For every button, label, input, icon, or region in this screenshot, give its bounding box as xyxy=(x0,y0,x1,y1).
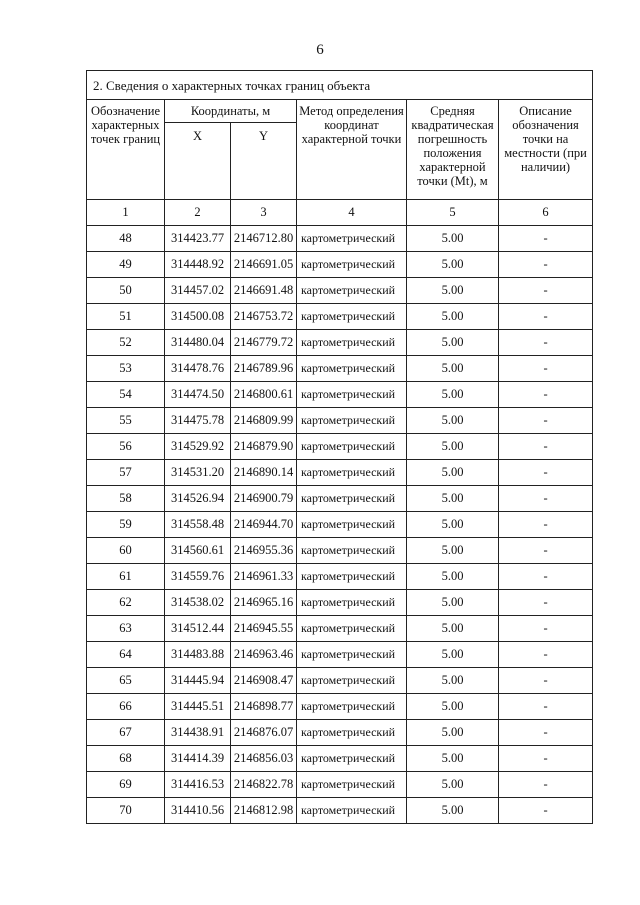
method-cell: картометрический xyxy=(297,278,407,304)
x-coordinate-cell: 314475.78 xyxy=(165,408,231,434)
error-cell: 5.00 xyxy=(407,304,499,330)
table-row xyxy=(87,304,593,330)
error-cell: 5.00 xyxy=(407,746,499,772)
method-cell: картометрический xyxy=(297,252,407,278)
point-number-cell: 58 xyxy=(87,486,165,512)
x-coordinate-cell: 314448.92 xyxy=(165,252,231,278)
table-row xyxy=(87,226,593,252)
column-number: 2 xyxy=(165,200,231,226)
error-cell: 5.00 xyxy=(407,278,499,304)
table-row xyxy=(87,720,593,746)
table-row xyxy=(87,356,593,382)
error-cell: 5.00 xyxy=(407,668,499,694)
description-cell: - xyxy=(499,226,593,252)
method-cell: картометрический xyxy=(297,772,407,798)
header-description: Описание обозначения точки на местности (при наличии) xyxy=(499,100,593,200)
x-coordinate-cell: 314410.56 xyxy=(165,798,231,824)
description-cell: - xyxy=(499,330,593,356)
point-number-cell: 62 xyxy=(87,590,165,616)
table-row xyxy=(87,330,593,356)
table-row xyxy=(87,252,593,278)
column-numbers-row xyxy=(87,200,593,226)
header-method: Метод определения координат характерной точки xyxy=(297,100,407,200)
description-cell: - xyxy=(499,694,593,720)
description-cell: - xyxy=(499,564,593,590)
table-row xyxy=(87,590,593,616)
header-y: Y xyxy=(231,123,297,200)
method-cell: картометрический xyxy=(297,538,407,564)
y-coordinate-cell: 2146779.72 xyxy=(231,330,297,356)
table-row xyxy=(87,616,593,642)
x-coordinate-cell: 314457.02 xyxy=(165,278,231,304)
y-coordinate-cell: 2146961.33 xyxy=(231,564,297,590)
method-cell: картометрический xyxy=(297,434,407,460)
y-coordinate-cell: 2146691.05 xyxy=(231,252,297,278)
method-cell: картометрический xyxy=(297,408,407,434)
y-coordinate-cell: 2146908.47 xyxy=(231,668,297,694)
header-coordinates: Координаты, м xyxy=(165,100,297,123)
table-row xyxy=(87,564,593,590)
y-coordinate-cell: 2146800.61 xyxy=(231,382,297,408)
description-cell: - xyxy=(499,304,593,330)
y-coordinate-cell: 2146789.96 xyxy=(231,356,297,382)
method-cell: картометрический xyxy=(297,304,407,330)
point-number-cell: 69 xyxy=(87,772,165,798)
column-number: 6 xyxy=(499,200,593,226)
page-number: 6 xyxy=(316,42,324,58)
error-cell: 5.00 xyxy=(407,434,499,460)
error-cell: 5.00 xyxy=(407,642,499,668)
point-number-cell: 63 xyxy=(87,616,165,642)
error-cell: 5.00 xyxy=(407,590,499,616)
method-cell: картометрический xyxy=(297,330,407,356)
description-cell: - xyxy=(499,590,593,616)
y-coordinate-cell: 2146812.98 xyxy=(231,798,297,824)
point-number-cell: 49 xyxy=(87,252,165,278)
point-number-cell: 50 xyxy=(87,278,165,304)
method-cell: картометрический xyxy=(297,798,407,824)
description-cell: - xyxy=(499,512,593,538)
section-title: 2. Сведения о характерных точках границ объекта xyxy=(87,71,593,100)
header-x: X xyxy=(165,123,231,200)
method-cell: картометрический xyxy=(297,642,407,668)
method-cell: картометрический xyxy=(297,486,407,512)
x-coordinate-cell: 314480.04 xyxy=(165,330,231,356)
table-row xyxy=(87,746,593,772)
error-cell: 5.00 xyxy=(407,226,499,252)
error-cell: 5.00 xyxy=(407,330,499,356)
method-cell: картометрический xyxy=(297,590,407,616)
point-number-cell: 59 xyxy=(87,512,165,538)
point-number-cell: 57 xyxy=(87,460,165,486)
y-coordinate-cell: 2146900.79 xyxy=(231,486,297,512)
point-number-cell: 60 xyxy=(87,538,165,564)
x-coordinate-cell: 314438.91 xyxy=(165,720,231,746)
x-coordinate-cell: 314531.20 xyxy=(165,460,231,486)
y-coordinate-cell: 2146963.46 xyxy=(231,642,297,668)
column-number: 3 xyxy=(231,200,297,226)
table-row xyxy=(87,460,593,486)
x-coordinate-cell: 314526.94 xyxy=(165,486,231,512)
y-coordinate-cell: 2146809.99 xyxy=(231,408,297,434)
description-cell: - xyxy=(499,252,593,278)
y-coordinate-cell: 2146955.36 xyxy=(231,538,297,564)
y-coordinate-cell: 2146712.80 xyxy=(231,226,297,252)
x-coordinate-cell: 314414.39 xyxy=(165,746,231,772)
description-cell: - xyxy=(499,772,593,798)
point-number-cell: 54 xyxy=(87,382,165,408)
table-row xyxy=(87,798,593,824)
method-cell: картометрический xyxy=(297,746,407,772)
y-coordinate-cell: 2146898.77 xyxy=(231,694,297,720)
x-coordinate-cell: 314558.48 xyxy=(165,512,231,538)
x-coordinate-cell: 314538.02 xyxy=(165,590,231,616)
error-cell: 5.00 xyxy=(407,720,499,746)
point-number-cell: 64 xyxy=(87,642,165,668)
table-body xyxy=(87,226,593,824)
description-cell: - xyxy=(499,746,593,772)
y-coordinate-cell: 2146876.07 xyxy=(231,720,297,746)
table-row xyxy=(87,642,593,668)
error-cell: 5.00 xyxy=(407,538,499,564)
table-row xyxy=(87,408,593,434)
description-cell: - xyxy=(499,382,593,408)
table-row xyxy=(87,538,593,564)
point-number-cell: 70 xyxy=(87,798,165,824)
method-cell: картометрический xyxy=(297,226,407,252)
method-cell: картометрический xyxy=(297,668,407,694)
table-row xyxy=(87,382,593,408)
column-number: 4 xyxy=(297,200,407,226)
table-row xyxy=(87,486,593,512)
x-coordinate-cell: 314423.77 xyxy=(165,226,231,252)
y-coordinate-cell: 2146753.72 xyxy=(231,304,297,330)
point-number-cell: 51 xyxy=(87,304,165,330)
description-cell: - xyxy=(499,356,593,382)
point-number-cell: 53 xyxy=(87,356,165,382)
x-coordinate-cell: 314416.53 xyxy=(165,772,231,798)
x-coordinate-cell: 314483.88 xyxy=(165,642,231,668)
error-cell: 5.00 xyxy=(407,564,499,590)
x-coordinate-cell: 314478.76 xyxy=(165,356,231,382)
table-row xyxy=(87,512,593,538)
x-coordinate-cell: 314445.51 xyxy=(165,694,231,720)
description-cell: - xyxy=(499,798,593,824)
table-row xyxy=(87,668,593,694)
point-number-cell: 67 xyxy=(87,720,165,746)
description-cell: - xyxy=(499,642,593,668)
method-cell: картометрический xyxy=(297,616,407,642)
method-cell: картометрический xyxy=(297,694,407,720)
boundary-points-table xyxy=(86,70,593,824)
error-cell: 5.00 xyxy=(407,512,499,538)
column-number: 1 xyxy=(87,200,165,226)
method-cell: картометрический xyxy=(297,356,407,382)
y-coordinate-cell: 2146945.55 xyxy=(231,616,297,642)
x-coordinate-cell: 314500.08 xyxy=(165,304,231,330)
error-cell: 5.00 xyxy=(407,252,499,278)
table-row xyxy=(87,694,593,720)
y-coordinate-cell: 2146965.16 xyxy=(231,590,297,616)
description-cell: - xyxy=(499,668,593,694)
point-number-cell: 52 xyxy=(87,330,165,356)
error-cell: 5.00 xyxy=(407,694,499,720)
y-coordinate-cell: 2146944.70 xyxy=(231,512,297,538)
x-coordinate-cell: 314559.76 xyxy=(165,564,231,590)
error-cell: 5.00 xyxy=(407,460,499,486)
point-number-cell: 56 xyxy=(87,434,165,460)
header-error: Средняя квадратическая погрешность положения характерной точки (Mt), м xyxy=(407,100,499,200)
y-coordinate-cell: 2146879.90 xyxy=(231,434,297,460)
column-number: 5 xyxy=(407,200,499,226)
x-coordinate-cell: 314512.44 xyxy=(165,616,231,642)
x-coordinate-cell: 314474.50 xyxy=(165,382,231,408)
table-row xyxy=(87,434,593,460)
method-cell: картометрический xyxy=(297,512,407,538)
table-row xyxy=(87,278,593,304)
error-cell: 5.00 xyxy=(407,486,499,512)
error-cell: 5.00 xyxy=(407,616,499,642)
description-cell: - xyxy=(499,460,593,486)
y-coordinate-cell: 2146822.78 xyxy=(231,772,297,798)
point-number-cell: 66 xyxy=(87,694,165,720)
method-cell: картометрический xyxy=(297,564,407,590)
description-cell: - xyxy=(499,408,593,434)
description-cell: - xyxy=(499,720,593,746)
method-cell: картометрический xyxy=(297,382,407,408)
description-cell: - xyxy=(499,616,593,642)
description-cell: - xyxy=(499,486,593,512)
error-cell: 5.00 xyxy=(407,798,499,824)
description-cell: - xyxy=(499,538,593,564)
point-number-cell: 61 xyxy=(87,564,165,590)
method-cell: картометрический xyxy=(297,720,407,746)
point-number-cell: 68 xyxy=(87,746,165,772)
table-row xyxy=(87,772,593,798)
x-coordinate-cell: 314529.92 xyxy=(165,434,231,460)
x-coordinate-cell: 314560.61 xyxy=(165,538,231,564)
point-number-cell: 55 xyxy=(87,408,165,434)
y-coordinate-cell: 2146856.03 xyxy=(231,746,297,772)
error-cell: 5.00 xyxy=(407,408,499,434)
point-number-cell: 65 xyxy=(87,668,165,694)
y-coordinate-cell: 2146890.14 xyxy=(231,460,297,486)
description-cell: - xyxy=(499,434,593,460)
error-cell: 5.00 xyxy=(407,356,499,382)
error-cell: 5.00 xyxy=(407,772,499,798)
y-coordinate-cell: 2146691.48 xyxy=(231,278,297,304)
description-cell: - xyxy=(499,278,593,304)
method-cell: картометрический xyxy=(297,460,407,486)
x-coordinate-cell: 314445.94 xyxy=(165,668,231,694)
point-number-cell: 48 xyxy=(87,226,165,252)
error-cell: 5.00 xyxy=(407,382,499,408)
header-point-designation: Обозначение характерных точек границ xyxy=(87,100,165,200)
